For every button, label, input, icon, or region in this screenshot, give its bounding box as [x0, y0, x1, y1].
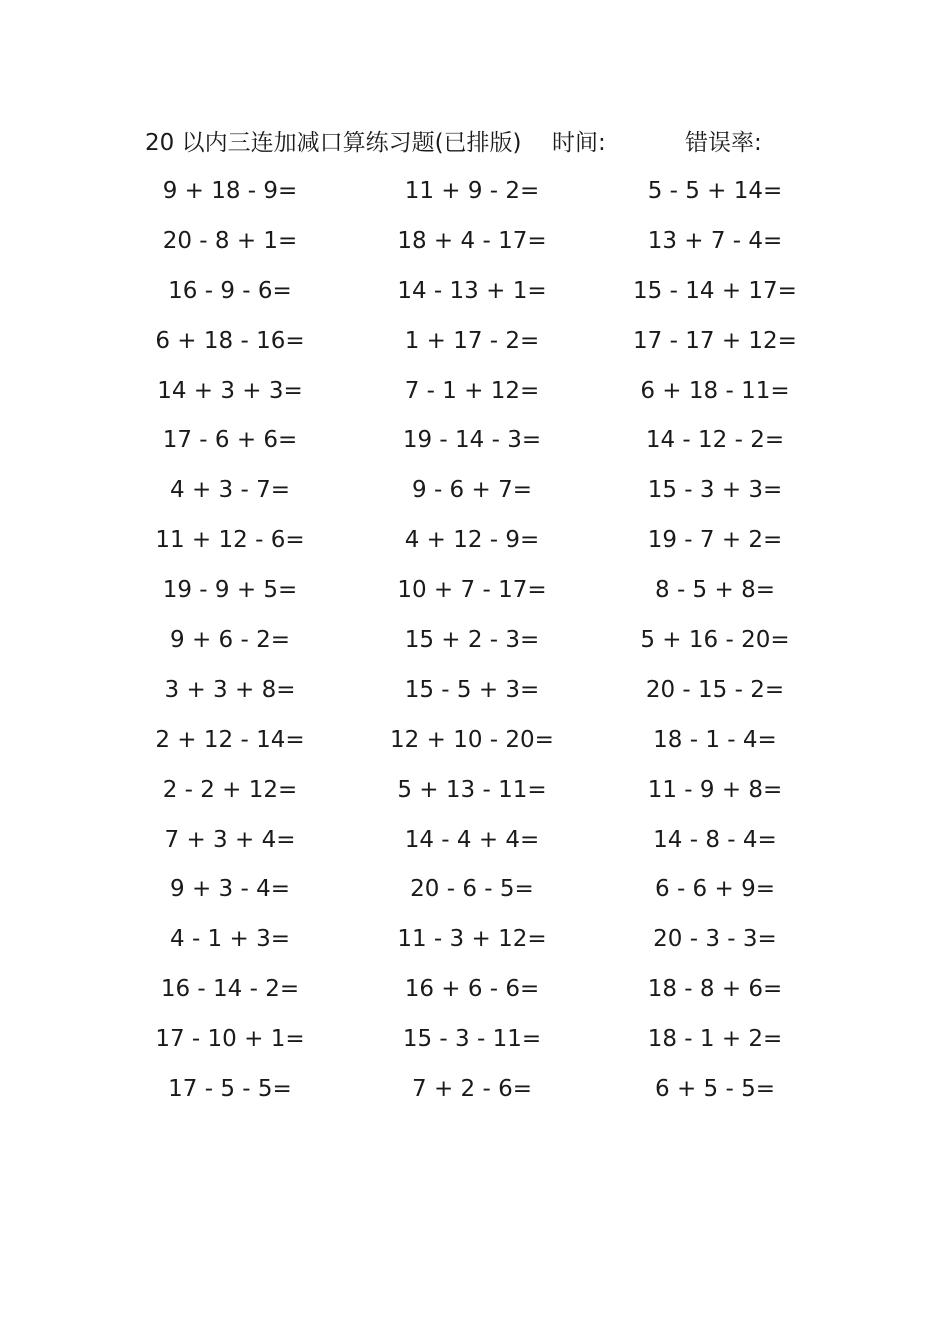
arithmetic-problem: 14 - 4 + 4= — [404, 826, 540, 853]
arithmetic-problem: 11 + 9 - 2= — [404, 178, 540, 204]
arithmetic-problem: 5 - 5 + 14= — [647, 178, 783, 204]
arithmetic-problem: 18 - 1 + 2= — [647, 1026, 783, 1053]
arithmetic-problem: 19 - 14 - 3= — [402, 427, 542, 454]
problem-row — [110, 522, 840, 572]
arithmetic-problem: 18 - 8 + 6= — [647, 976, 783, 1003]
problem-row — [110, 921, 840, 971]
arithmetic-problem: 11 - 9 + 8= — [647, 776, 783, 803]
error-rate-label: 错误率: — [685, 130, 762, 156]
problem-row — [110, 672, 840, 722]
arithmetic-problem: 20 - 15 - 2= — [645, 676, 785, 703]
arithmetic-problem: 7 + 3 + 4= — [164, 826, 296, 853]
arithmetic-problem: 5 + 16 - 20= — [640, 627, 790, 654]
problem-row — [110, 472, 840, 522]
arithmetic-problem: 6 + 18 - 11= — [640, 377, 790, 404]
arithmetic-problem: 11 - 3 + 12= — [397, 926, 547, 953]
arithmetic-problem: 15 + 2 - 3= — [404, 627, 540, 654]
arithmetic-problem: 9 + 18 - 9= — [162, 178, 298, 204]
arithmetic-problem: 11 + 12 - 6= — [155, 527, 305, 554]
problem-row — [110, 772, 840, 822]
arithmetic-problem: 6 + 5 - 5= — [655, 1076, 775, 1103]
problem-row — [110, 422, 840, 472]
problem-row — [110, 373, 840, 423]
arithmetic-problem: 9 - 6 + 7= — [412, 477, 532, 504]
arithmetic-problem: 14 - 13 + 1= — [397, 277, 547, 304]
problem-grid — [110, 173, 840, 1121]
arithmetic-problem: 9 + 6 - 2= — [170, 627, 290, 654]
problem-row — [110, 223, 840, 273]
arithmetic-problem: 17 - 17 + 12= — [633, 327, 797, 354]
arithmetic-problem: 14 + 3 + 3= — [157, 377, 303, 404]
arithmetic-problem: 4 + 12 - 9= — [404, 527, 540, 554]
arithmetic-problem: 7 - 1 + 12= — [404, 377, 540, 404]
arithmetic-problem: 6 - 6 + 9= — [655, 876, 775, 903]
arithmetic-problem: 16 - 9 - 6= — [168, 277, 292, 304]
arithmetic-problem: 18 - 1 - 4= — [653, 726, 777, 753]
worksheet-title: 20 以内三连加减口算练习题(已排版) — [145, 130, 522, 156]
arithmetic-problem: 3 + 3 + 8= — [164, 676, 296, 703]
problem-row — [110, 1021, 840, 1071]
arithmetic-problem: 15 - 14 + 17= — [633, 277, 797, 304]
arithmetic-problem: 2 + 12 - 14= — [155, 726, 305, 753]
arithmetic-problem: 19 - 9 + 5= — [162, 577, 298, 604]
arithmetic-problem: 17 - 5 - 5= — [168, 1076, 292, 1103]
arithmetic-problem: 7 + 2 - 6= — [412, 1076, 532, 1103]
problem-row — [110, 722, 840, 772]
arithmetic-problem: 2 - 2 + 12= — [162, 776, 298, 803]
arithmetic-problem: 9 + 3 - 4= — [170, 876, 290, 903]
arithmetic-problem: 12 + 10 - 20= — [390, 726, 554, 753]
problem-row — [110, 173, 840, 223]
arithmetic-problem: 5 + 13 - 11= — [397, 776, 547, 803]
arithmetic-problem: 4 - 1 + 3= — [170, 926, 290, 953]
arithmetic-problem: 4 + 3 - 7= — [170, 477, 290, 504]
problem-row — [110, 822, 840, 872]
arithmetic-problem: 20 - 8 + 1= — [162, 227, 298, 254]
arithmetic-problem: 16 + 6 - 6= — [404, 976, 540, 1003]
problem-row — [110, 273, 840, 323]
problem-row — [110, 622, 840, 672]
problem-row — [110, 871, 840, 921]
problem-row — [110, 572, 840, 622]
arithmetic-problem: 6 + 18 - 16= — [155, 327, 305, 354]
arithmetic-problem: 1 + 17 - 2= — [404, 327, 540, 354]
time-label: 时间: — [552, 130, 606, 156]
problem-row — [110, 971, 840, 1021]
problem-row — [110, 323, 840, 373]
arithmetic-problem: 18 + 4 - 17= — [397, 227, 547, 254]
arithmetic-problem: 15 - 5 + 3= — [404, 676, 540, 703]
arithmetic-problem: 17 - 6 + 6= — [162, 427, 298, 454]
arithmetic-problem: 15 - 3 + 3= — [647, 477, 783, 504]
arithmetic-problem: 19 - 7 + 2= — [647, 527, 783, 554]
arithmetic-problem: 17 - 10 + 1= — [155, 1026, 305, 1053]
arithmetic-problem: 14 - 8 - 4= — [653, 826, 777, 853]
worksheet-header — [0, 126, 950, 160]
arithmetic-problem: 8 - 5 + 8= — [655, 577, 775, 604]
problem-row — [110, 1071, 840, 1121]
arithmetic-problem: 20 - 6 - 5= — [410, 876, 534, 903]
arithmetic-problem: 16 - 14 - 2= — [160, 976, 300, 1003]
arithmetic-problem: 13 + 7 - 4= — [647, 227, 783, 254]
arithmetic-problem: 20 - 3 - 3= — [653, 926, 777, 953]
arithmetic-problem: 10 + 7 - 17= — [397, 577, 547, 604]
arithmetic-problem: 14 - 12 - 2= — [645, 427, 785, 454]
arithmetic-problem: 15 - 3 - 11= — [402, 1026, 542, 1053]
